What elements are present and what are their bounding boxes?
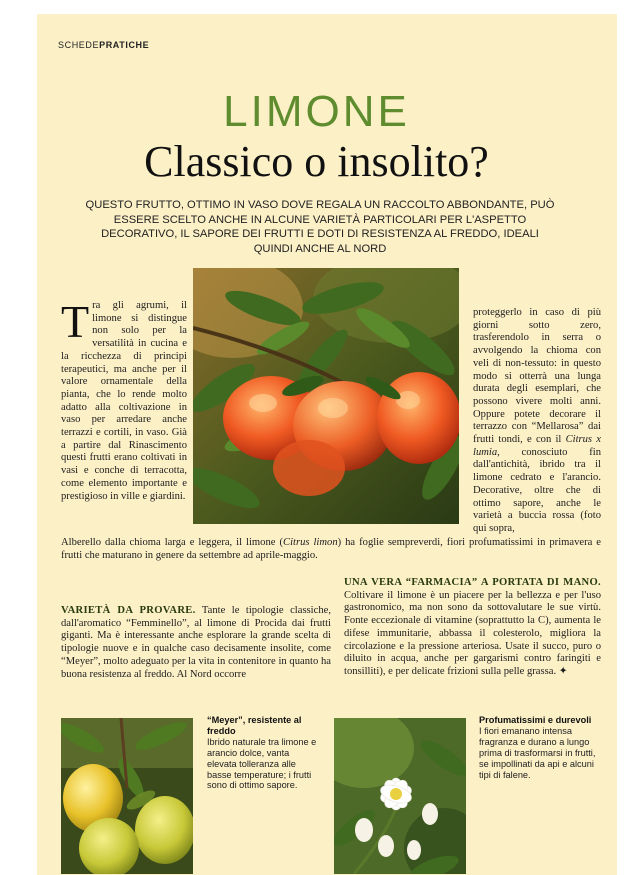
intro-paragraph: QUESTO FRUTTO, OTTIMO IN VASO DOVE REGALA UN RACCOLTO ABBONDANTE, PUÒ ESSERE SCELTO ANCHE IN ALCUNE VARIETÀ PARTICOLARI PER L'ASPETTO DECORATIVO, IL SAPORE DEI FRUTTI E DOTI DI RESISTENZA AL FREDDO, IDEALI QUINDI ANCHE AL NORD	[85, 199, 555, 255]
caption-meyer-text: Ibrido naturale tra limone e arancio dolce, vanta elevata tolleranza alle basse temperature; i frutti sono di ottimo sapore.	[207, 736, 317, 791]
caption-meyer	[207, 715, 317, 791]
section-rubric	[58, 40, 149, 50]
hero-photo-red-lemons	[193, 268, 459, 524]
varieties-heading: VARIETÀ DA PROVARE.	[61, 605, 196, 616]
rubric-prefix: SCHEDE	[58, 40, 100, 50]
right-text-b: , conosciuto fin dall'antichità, ibrido tra il limone cedrato e l'arancio. Decorative, oltre che di ottimo sapore, anche le varietà a buccia rossa (foto qui sopra,	[473, 446, 601, 534]
photo-meyer-lemons	[61, 718, 193, 874]
drop-cap: T	[61, 296, 90, 347]
varieties-text: Tante le tipologie classiche, dall'aromatico “Femminello”, al limone di Procida dai frutti giganti. Ma è interessante anche esplorare la grande scelta di tipologie nuove e in qualche caso decisamente insolite, come “Meyer”, molto adeguato per la vita in contenitore in quanto ha buona resistenza al freddo. Al Nord occorre	[61, 605, 331, 680]
pharmacy-section	[344, 577, 601, 679]
body-full-width	[61, 537, 601, 562]
caption-blossoms	[479, 715, 597, 780]
varieties-section	[61, 605, 331, 681]
body-column-right	[473, 307, 601, 536]
caption-blossoms-text: I fiori emanano intensa fragranza e durano a lungo prima di trasformarsi in frutti, se impollinati da api e alcuni tipi di falene.	[479, 725, 596, 780]
caption-blossoms-title: Profumatissimi e durevoli	[479, 715, 592, 725]
rubric-bold: PRATICHE	[99, 40, 150, 50]
right-text-a: proteggerlo in caso di più giorni sotto zero, trasferendolo in serra o avvolgendo la chioma con veli di non-tessuto: in questo modo si otterrà una lunga durata degli esemplari, che possono vivere molti anni. Oppure potete decorare il terrazzo con “Mellarosa” dai frutti tondi, e con il	[473, 307, 601, 446]
left-column-text: ra gli agrumi, il limone si distingue non solo per la versatilità in cucina e la ricchezza di principi terapeutici, ma anche per il valore ornamentale della pianta, che lo rende molto adatto alla coltivazione in vaso per arredare anche terrazzi e cortili, in vaso. Già a partire dal Rinascimento questi frutti erano coltivati in vasi e conche di terracotta, come elemento importante e prestigioso in ville e giardini.	[61, 300, 187, 502]
full-text-a: Alberello dalla chioma larga e leggera, il limone (	[61, 537, 283, 548]
pharmacy-heading: UNA VERA “FARMACIA” A PORTATA DI MANO.	[344, 577, 601, 588]
title-main: LIMONE	[223, 87, 410, 136]
full-italic-citrus: Citrus limon	[283, 537, 338, 548]
title-subtitle: Classico o insolito?	[144, 137, 489, 186]
end-mark-icon: ✦	[558, 665, 568, 677]
body-column-left	[61, 296, 187, 503]
full-text-b: ) ha foglie sempreverdi, fiori profumatissimi in primavera e frutti che maturano in genere da settembre ad aprile-maggio.	[61, 537, 602, 561]
photo-lemon-blossoms	[334, 718, 466, 874]
caption-meyer-title: “Meyer”, resistente al freddo	[207, 715, 302, 736]
right-italic-lumia: Citrus x lumia	[473, 434, 601, 458]
pharmacy-text: Coltivare il limone è un piacere per la bellezza e per l'uso gastronomico, ma non sono da sottovalutare le sue virtù. Fonte eccezionale di vitamine (soprattutto la C), aumenta le difese immunitarie, abbassa il colesterolo, migliora la circolazione e la pressione arteriosa. Usate il succo, puro o diluito in acqua, anche per gargarismi contro faringiti e tonsilliti), e per delicate frizioni sulla pelle grassa.	[344, 589, 601, 677]
